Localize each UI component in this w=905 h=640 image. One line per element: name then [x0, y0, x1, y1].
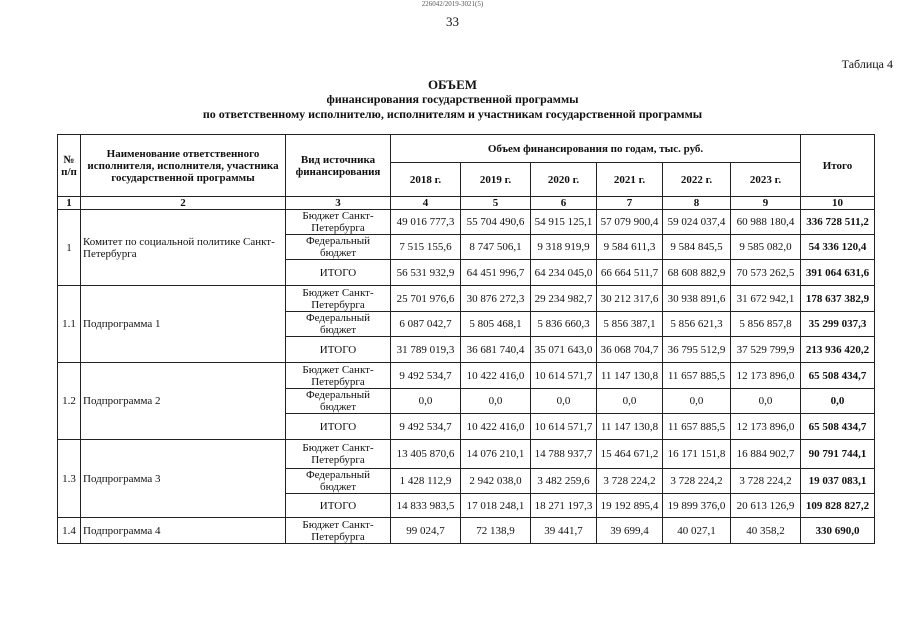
year-amount: 64 451 996,7 — [461, 260, 531, 286]
year-amount: 30 938 891,6 — [663, 286, 731, 312]
year-amount: 9 584 611,3 — [597, 235, 663, 260]
year-amount: 36 681 740,4 — [461, 337, 531, 363]
header-total: Итого — [801, 135, 875, 197]
year-amount: 99 024,7 — [391, 518, 461, 544]
year-amount: 3 728 224,2 — [731, 469, 801, 494]
year-amount: 31 672 942,1 — [731, 286, 801, 312]
table-row — [58, 440, 875, 469]
header-year: 2022 г. — [663, 163, 731, 197]
year-amount: 13 405 870,6 — [391, 440, 461, 469]
year-amount: 14 833 983,5 — [391, 494, 461, 518]
row-number: 1 — [58, 210, 81, 286]
year-amount: 16 171 151,8 — [663, 440, 731, 469]
row-total: 336 728 511,2 — [801, 210, 875, 235]
year-amount: 54 915 125,1 — [531, 210, 597, 235]
funding-source: ИТОГО — [286, 337, 391, 363]
funding-source: ИТОГО — [286, 260, 391, 286]
row-total: 391 064 631,6 — [801, 260, 875, 286]
year-amount: 0,0 — [391, 389, 461, 414]
table-row — [58, 210, 875, 235]
column-number: 8 — [663, 197, 731, 210]
title-line-3: по ответственному исполнителю, исполнителям и участникам государственной программы — [202, 107, 703, 121]
executor-name: Подпрограмма 3 — [81, 440, 286, 518]
row-number: 1.1 — [58, 286, 81, 363]
row-total: 65 508 434,7 — [801, 414, 875, 440]
year-amount: 19 192 895,4 — [597, 494, 663, 518]
year-amount: 9 492 534,7 — [391, 363, 461, 389]
funding-source: Федеральный бюджет — [286, 469, 391, 494]
row-number: 1.2 — [58, 363, 81, 440]
year-amount: 31 789 019,3 — [391, 337, 461, 363]
header-year: 2018 г. — [391, 163, 461, 197]
year-amount: 14 788 937,7 — [531, 440, 597, 469]
row-number: 1.4 — [58, 518, 81, 544]
year-amount: 30 212 317,6 — [597, 286, 663, 312]
row-total: 109 828 827,2 — [801, 494, 875, 518]
year-amount: 40 358,2 — [731, 518, 801, 544]
header-year: 2019 г. — [461, 163, 531, 197]
year-amount: 10 614 571,7 — [531, 363, 597, 389]
column-number: 3 — [286, 197, 391, 210]
year-amount: 56 531 932,9 — [391, 260, 461, 286]
year-amount: 55 704 490,6 — [461, 210, 531, 235]
row-number: 1.3 — [58, 440, 81, 518]
year-amount: 0,0 — [597, 389, 663, 414]
year-amount: 5 836 660,3 — [531, 312, 597, 337]
year-amount: 5 805 468,1 — [461, 312, 531, 337]
financing-table — [57, 134, 875, 544]
year-amount: 0,0 — [461, 389, 531, 414]
year-amount: 7 515 155,6 — [391, 235, 461, 260]
table-header — [58, 135, 875, 210]
row-total: 19 037 083,1 — [801, 469, 875, 494]
year-amount: 10 422 416,0 — [461, 414, 531, 440]
year-amount: 0,0 — [531, 389, 597, 414]
year-amount: 11 657 885,5 — [663, 363, 731, 389]
year-amount: 0,0 — [731, 389, 801, 414]
title-line-1: ОБЪЕМ — [427, 77, 478, 92]
year-amount: 20 613 126,9 — [731, 494, 801, 518]
year-amount: 3 482 259,6 — [531, 469, 597, 494]
year-amount: 15 464 671,2 — [597, 440, 663, 469]
document-title — [0, 77, 905, 122]
header-years-group: Объем финансирования по годам, тыс. руб. — [391, 135, 801, 163]
year-amount: 64 234 045,0 — [531, 260, 597, 286]
table-row — [58, 363, 875, 389]
funding-source: Федеральный бюджет — [286, 235, 391, 260]
year-amount: 9 492 534,7 — [391, 414, 461, 440]
year-amount: 12 173 896,0 — [731, 414, 801, 440]
funding-source: Бюджет Санкт-Петербурга — [286, 440, 391, 469]
header-year: 2021 г. — [597, 163, 663, 197]
year-amount: 35 071 643,0 — [531, 337, 597, 363]
header-year: 2023 г. — [731, 163, 801, 197]
year-amount: 10 422 416,0 — [461, 363, 531, 389]
column-number: 4 — [391, 197, 461, 210]
table-row — [58, 518, 875, 544]
year-amount: 72 138,9 — [461, 518, 531, 544]
column-number: 7 — [597, 197, 663, 210]
header-source: Вид источника финансирования — [286, 135, 391, 197]
year-amount: 3 728 224,2 — [663, 469, 731, 494]
executor-name: Комитет по социальной политике Санкт-Петербурга — [81, 210, 286, 286]
year-amount: 10 614 571,7 — [531, 414, 597, 440]
year-amount: 9 585 082,0 — [731, 235, 801, 260]
column-number: 2 — [81, 197, 286, 210]
document-code: 226042/2019-3021(5) — [421, 0, 484, 8]
funding-source: Федеральный бюджет — [286, 312, 391, 337]
year-amount: 68 608 882,9 — [663, 260, 731, 286]
funding-source: ИТОГО — [286, 494, 391, 518]
year-amount: 17 018 248,1 — [461, 494, 531, 518]
year-amount: 66 664 511,7 — [597, 260, 663, 286]
year-amount: 49 016 777,3 — [391, 210, 461, 235]
year-amount: 6 087 042,7 — [391, 312, 461, 337]
year-amount: 59 024 037,4 — [663, 210, 731, 235]
year-amount: 3 728 224,2 — [597, 469, 663, 494]
year-amount: 19 899 376,0 — [663, 494, 731, 518]
year-amount: 11 147 130,8 — [597, 363, 663, 389]
column-number: 9 — [731, 197, 801, 210]
year-amount: 37 529 799,9 — [731, 337, 801, 363]
year-amount: 40 027,1 — [663, 518, 731, 544]
column-number: 6 — [531, 197, 597, 210]
year-amount: 1 428 112,9 — [391, 469, 461, 494]
year-amount: 9 584 845,5 — [663, 235, 731, 260]
year-amount: 25 701 976,6 — [391, 286, 461, 312]
header-year: 2020 г. — [531, 163, 597, 197]
column-numbers-row — [58, 197, 875, 210]
year-amount: 30 876 272,3 — [461, 286, 531, 312]
table-body — [58, 210, 875, 544]
funding-source: Бюджет Санкт-Петербурга — [286, 210, 391, 235]
funding-source: ИТОГО — [286, 414, 391, 440]
row-total: 330 690,0 — [801, 518, 875, 544]
year-amount: 0,0 — [663, 389, 731, 414]
executor-name: Подпрограмма 1 — [81, 286, 286, 363]
column-number: 10 — [801, 197, 875, 210]
year-amount: 5 856 387,1 — [597, 312, 663, 337]
year-amount: 36 068 704,7 — [597, 337, 663, 363]
year-amount: 60 988 180,4 — [731, 210, 801, 235]
row-total: 178 637 382,9 — [801, 286, 875, 312]
column-number: 1 — [58, 197, 81, 210]
column-number: 5 — [461, 197, 531, 210]
year-amount: 39 699,4 — [597, 518, 663, 544]
row-total: 0,0 — [801, 389, 875, 414]
year-amount: 18 271 197,3 — [531, 494, 597, 518]
year-amount: 11 657 885,5 — [663, 414, 731, 440]
year-amount: 8 747 506,1 — [461, 235, 531, 260]
header-num: № п/п — [58, 135, 81, 197]
row-total: 213 936 420,2 — [801, 337, 875, 363]
year-amount: 14 076 210,1 — [461, 440, 531, 469]
row-total: 35 299 037,3 — [801, 312, 875, 337]
row-total: 54 336 120,4 — [801, 235, 875, 260]
year-amount: 57 079 900,4 — [597, 210, 663, 235]
table-label: Таблица 4 — [841, 57, 893, 71]
year-amount: 2 942 038,0 — [461, 469, 531, 494]
year-amount: 36 795 512,9 — [663, 337, 731, 363]
year-amount: 11 147 130,8 — [597, 414, 663, 440]
year-amount: 5 856 857,8 — [731, 312, 801, 337]
page-number: 33 — [446, 14, 459, 29]
executor-name: Подпрограмма 4 — [81, 518, 286, 544]
year-amount: 9 318 919,9 — [531, 235, 597, 260]
year-amount: 12 173 896,0 — [731, 363, 801, 389]
row-total: 90 791 744,1 — [801, 440, 875, 469]
row-total: 65 508 434,7 — [801, 363, 875, 389]
year-amount: 29 234 982,7 — [531, 286, 597, 312]
year-amount: 16 884 902,7 — [731, 440, 801, 469]
funding-source: Бюджет Санкт-Петербурга — [286, 518, 391, 544]
header-name: Наименование ответственного исполнителя, исполнителя, участника государственной программы — [81, 135, 286, 197]
year-amount: 70 573 262,5 — [731, 260, 801, 286]
title-line-2: финансирования государственной программы — [326, 92, 579, 106]
year-amount: 5 856 621,3 — [663, 312, 731, 337]
funding-source: Федеральный бюджет — [286, 389, 391, 414]
year-amount: 39 441,7 — [531, 518, 597, 544]
funding-source: Бюджет Санкт-Петербурга — [286, 363, 391, 389]
executor-name: Подпрограмма 2 — [81, 363, 286, 440]
table-row — [58, 286, 875, 312]
funding-source: Бюджет Санкт-Петербурга — [286, 286, 391, 312]
